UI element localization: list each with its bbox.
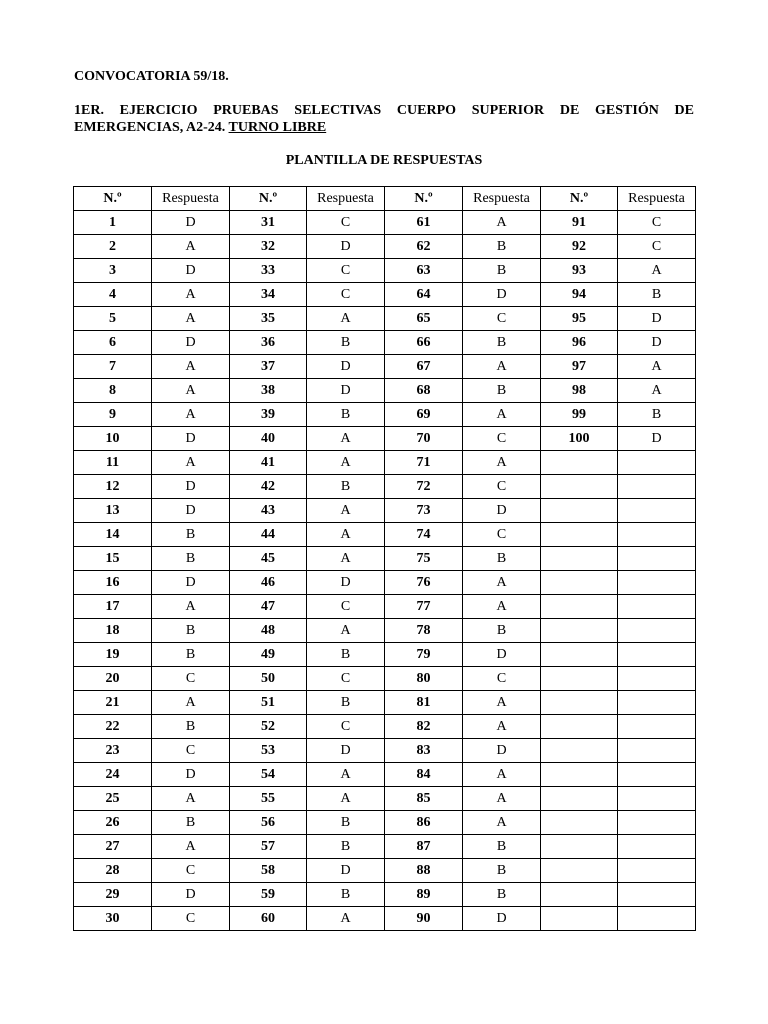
question-answer: D [307, 739, 385, 763]
question-number: 2 [74, 235, 152, 259]
question-answer [618, 835, 696, 859]
table-row [74, 379, 696, 403]
table-row [74, 331, 696, 355]
question-answer: D [152, 763, 230, 787]
question-answer: B [307, 331, 385, 355]
question-answer: C [307, 259, 385, 283]
question-answer [618, 475, 696, 499]
table-row [74, 811, 696, 835]
question-number [541, 715, 618, 739]
question-answer: A [152, 835, 230, 859]
question-answer: A [463, 355, 541, 379]
question-answer: C [307, 211, 385, 235]
question-number: 77 [385, 595, 463, 619]
table-row [74, 883, 696, 907]
table-row [74, 475, 696, 499]
question-number [541, 643, 618, 667]
question-answer: B [463, 331, 541, 355]
question-number: 25 [74, 787, 152, 811]
question-number: 28 [74, 859, 152, 883]
question-number: 64 [385, 283, 463, 307]
question-number: 73 [385, 499, 463, 523]
question-answer: C [463, 667, 541, 691]
question-number: 81 [385, 691, 463, 715]
question-answer: A [152, 403, 230, 427]
question-answer: D [152, 211, 230, 235]
question-number: 10 [74, 427, 152, 451]
question-answer [618, 763, 696, 787]
question-answer [618, 643, 696, 667]
question-answer: C [307, 667, 385, 691]
question-number: 72 [385, 475, 463, 499]
question-number: 5 [74, 307, 152, 331]
question-number: 40 [230, 427, 307, 451]
question-number [541, 547, 618, 571]
question-number: 83 [385, 739, 463, 763]
question-answer: B [307, 643, 385, 667]
question-answer: B [463, 619, 541, 643]
table-row [74, 403, 696, 427]
question-number: 87 [385, 835, 463, 859]
question-number: 60 [230, 907, 307, 931]
question-number: 90 [385, 907, 463, 931]
question-answer: C [152, 907, 230, 931]
question-answer: B [152, 715, 230, 739]
question-number: 99 [541, 403, 618, 427]
number-header: N.º [74, 187, 152, 211]
question-answer [618, 547, 696, 571]
question-answer: D [463, 283, 541, 307]
question-number [541, 451, 618, 475]
question-number: 47 [230, 595, 307, 619]
question-answer: D [152, 883, 230, 907]
table-row [74, 859, 696, 883]
question-number: 55 [230, 787, 307, 811]
answer-header: Respuesta [618, 187, 696, 211]
question-answer: D [307, 355, 385, 379]
question-answer: B [463, 379, 541, 403]
question-answer: B [618, 403, 696, 427]
table-row [74, 739, 696, 763]
question-number: 56 [230, 811, 307, 835]
question-answer [618, 523, 696, 547]
question-answer: A [618, 355, 696, 379]
question-number: 59 [230, 883, 307, 907]
question-number: 32 [230, 235, 307, 259]
question-answer: A [307, 547, 385, 571]
question-number: 45 [230, 547, 307, 571]
question-answer: D [152, 571, 230, 595]
question-number: 67 [385, 355, 463, 379]
question-number: 82 [385, 715, 463, 739]
question-number: 17 [74, 595, 152, 619]
question-number: 4 [74, 283, 152, 307]
question-number: 30 [74, 907, 152, 931]
question-answer: A [463, 403, 541, 427]
question-answer: C [152, 667, 230, 691]
question-number: 91 [541, 211, 618, 235]
question-number: 11 [74, 451, 152, 475]
table-row [74, 499, 696, 523]
question-number: 78 [385, 619, 463, 643]
question-answer: D [463, 739, 541, 763]
answer-template-title: PLANTILLA DE RESPUESTAS [285, 153, 483, 168]
question-number: 41 [230, 451, 307, 475]
question-number: 98 [541, 379, 618, 403]
question-number: 34 [230, 283, 307, 307]
question-number: 8 [74, 379, 152, 403]
question-answer: D [152, 427, 230, 451]
table-row [74, 211, 696, 235]
question-answer: C [307, 715, 385, 739]
question-number: 33 [230, 259, 307, 283]
question-number: 84 [385, 763, 463, 787]
table-row [74, 451, 696, 475]
question-answer: D [463, 499, 541, 523]
question-number: 29 [74, 883, 152, 907]
question-answer: C [618, 211, 696, 235]
question-answer: D [307, 859, 385, 883]
question-number [541, 691, 618, 715]
question-number [541, 835, 618, 859]
question-answer: A [152, 691, 230, 715]
question-number: 6 [74, 331, 152, 355]
question-number: 69 [385, 403, 463, 427]
question-answer: A [307, 619, 385, 643]
question-answer [618, 667, 696, 691]
table-row [74, 835, 696, 859]
question-number: 79 [385, 643, 463, 667]
question-answer: D [463, 643, 541, 667]
question-answer [618, 739, 696, 763]
question-answer [618, 715, 696, 739]
table-row [74, 235, 696, 259]
question-number: 39 [230, 403, 307, 427]
question-answer: B [463, 259, 541, 283]
question-number: 97 [541, 355, 618, 379]
question-answer: A [307, 763, 385, 787]
question-number [541, 763, 618, 787]
table-row [74, 307, 696, 331]
question-answer: A [307, 787, 385, 811]
question-answer [618, 451, 696, 475]
question-number: 54 [230, 763, 307, 787]
table-row [74, 763, 696, 787]
question-answer: A [152, 283, 230, 307]
table-row [74, 907, 696, 931]
question-answer: A [463, 763, 541, 787]
table-row [74, 667, 696, 691]
question-answer [618, 787, 696, 811]
question-number: 85 [385, 787, 463, 811]
question-number: 66 [385, 331, 463, 355]
answer-header: Respuesta [152, 187, 230, 211]
question-number: 20 [74, 667, 152, 691]
question-answer: A [152, 451, 230, 475]
question-number: 19 [74, 643, 152, 667]
question-answer: A [152, 595, 230, 619]
turno-label: TURNO LIBRE [228, 120, 327, 135]
question-answer: D [618, 427, 696, 451]
table-row [74, 619, 696, 643]
question-answer: B [618, 283, 696, 307]
question-number: 71 [385, 451, 463, 475]
question-answer: D [152, 499, 230, 523]
table-row [74, 595, 696, 619]
question-number [541, 667, 618, 691]
question-answer: C [152, 739, 230, 763]
question-answer: C [463, 427, 541, 451]
question-number: 44 [230, 523, 307, 547]
table-row [74, 523, 696, 547]
question-answer: B [463, 235, 541, 259]
question-answer: A [307, 499, 385, 523]
question-number: 96 [541, 331, 618, 355]
table-row [74, 259, 696, 283]
question-number: 48 [230, 619, 307, 643]
question-number: 36 [230, 331, 307, 355]
question-number: 14 [74, 523, 152, 547]
question-answer: A [463, 715, 541, 739]
question-answer: A [618, 259, 696, 283]
question-answer: B [152, 523, 230, 547]
question-number: 80 [385, 667, 463, 691]
question-answer: A [152, 307, 230, 331]
question-number: 12 [74, 475, 152, 499]
question-answer [618, 907, 696, 931]
question-answer: B [307, 811, 385, 835]
question-number: 53 [230, 739, 307, 763]
question-answer: D [307, 379, 385, 403]
question-number: 62 [385, 235, 463, 259]
question-answer: B [463, 835, 541, 859]
question-number: 88 [385, 859, 463, 883]
question-answer: D [463, 907, 541, 931]
question-answer: B [463, 883, 541, 907]
answer-header: Respuesta [307, 187, 385, 211]
question-answer: B [307, 403, 385, 427]
question-answer: D [152, 259, 230, 283]
question-answer: B [463, 859, 541, 883]
question-number: 37 [230, 355, 307, 379]
question-number: 24 [74, 763, 152, 787]
question-number: 95 [541, 307, 618, 331]
question-answer: A [463, 787, 541, 811]
question-answer: A [463, 571, 541, 595]
question-answer: B [152, 619, 230, 643]
question-number: 76 [385, 571, 463, 595]
question-answer: D [152, 331, 230, 355]
question-answer: A [307, 307, 385, 331]
number-header: N.º [541, 187, 618, 211]
exercise-text: 1ER. EJERCICIO PRUEBAS SELECTIVAS CUERPO SUPERIOR DE GESTIÓN DE EMERGENCIAS, A2-24. [74, 103, 694, 135]
table-row [74, 691, 696, 715]
question-answer: C [463, 307, 541, 331]
question-number: 31 [230, 211, 307, 235]
question-number [541, 811, 618, 835]
question-number: 100 [541, 427, 618, 451]
question-answer: D [618, 307, 696, 331]
question-number: 1 [74, 211, 152, 235]
question-answer: A [152, 355, 230, 379]
question-answer: C [463, 475, 541, 499]
question-number: 15 [74, 547, 152, 571]
question-answer [618, 571, 696, 595]
answers-body [74, 211, 696, 931]
question-answer [618, 883, 696, 907]
question-answer: A [463, 595, 541, 619]
question-number: 65 [385, 307, 463, 331]
question-answer: A [307, 523, 385, 547]
question-number: 52 [230, 715, 307, 739]
question-number: 23 [74, 739, 152, 763]
question-answer: D [307, 235, 385, 259]
question-answer: B [463, 547, 541, 571]
question-number: 22 [74, 715, 152, 739]
table-row [74, 427, 696, 451]
question-number: 49 [230, 643, 307, 667]
question-number: 61 [385, 211, 463, 235]
question-number [541, 883, 618, 907]
question-answer: A [152, 787, 230, 811]
question-number: 16 [74, 571, 152, 595]
answer-header: Respuesta [463, 187, 541, 211]
question-number [541, 859, 618, 883]
question-number [541, 499, 618, 523]
question-answer: A [152, 235, 230, 259]
question-number [541, 523, 618, 547]
question-answer: C [307, 283, 385, 307]
question-answer: D [307, 571, 385, 595]
question-answer: A [618, 379, 696, 403]
question-answer [618, 811, 696, 835]
question-number: 92 [541, 235, 618, 259]
question-number: 27 [74, 835, 152, 859]
question-answer [618, 499, 696, 523]
convocatoria-title: CONVOCATORIA 59/18. [74, 69, 229, 84]
question-number: 58 [230, 859, 307, 883]
question-answer: A [152, 379, 230, 403]
number-header: N.º [230, 187, 307, 211]
question-number: 18 [74, 619, 152, 643]
question-answer: B [307, 691, 385, 715]
question-number: 38 [230, 379, 307, 403]
question-number: 51 [230, 691, 307, 715]
question-answer: B [307, 883, 385, 907]
question-number: 26 [74, 811, 152, 835]
question-number [541, 571, 618, 595]
table-row [74, 787, 696, 811]
question-number: 93 [541, 259, 618, 283]
question-answer: C [307, 595, 385, 619]
question-answer [618, 859, 696, 883]
question-number: 75 [385, 547, 463, 571]
table-row [74, 715, 696, 739]
question-number: 3 [74, 259, 152, 283]
question-answer: B [307, 475, 385, 499]
question-answer: B [152, 643, 230, 667]
question-answer: D [618, 331, 696, 355]
question-answer: A [307, 427, 385, 451]
question-answer: D [152, 475, 230, 499]
question-number: 9 [74, 403, 152, 427]
question-answer [618, 691, 696, 715]
question-answer: A [463, 811, 541, 835]
question-number: 13 [74, 499, 152, 523]
exercise-description [74, 102, 694, 136]
question-number [541, 619, 618, 643]
question-number: 43 [230, 499, 307, 523]
question-number: 86 [385, 811, 463, 835]
question-answer: A [463, 211, 541, 235]
question-number [541, 907, 618, 931]
question-number: 46 [230, 571, 307, 595]
question-number: 35 [230, 307, 307, 331]
question-number: 42 [230, 475, 307, 499]
question-answer: C [152, 859, 230, 883]
question-answer: A [307, 907, 385, 931]
question-answer: B [152, 811, 230, 835]
question-number: 70 [385, 427, 463, 451]
question-answer [618, 595, 696, 619]
question-number: 63 [385, 259, 463, 283]
question-number [541, 739, 618, 763]
question-number: 57 [230, 835, 307, 859]
question-number [541, 787, 618, 811]
table-row [74, 283, 696, 307]
number-header: N.º [385, 187, 463, 211]
question-answer [618, 619, 696, 643]
question-answer: A [463, 451, 541, 475]
question-number [541, 475, 618, 499]
table-header-row [74, 187, 696, 211]
table-row [74, 643, 696, 667]
question-number: 68 [385, 379, 463, 403]
question-number: 50 [230, 667, 307, 691]
question-number [541, 595, 618, 619]
question-number: 7 [74, 355, 152, 379]
question-answer: C [618, 235, 696, 259]
question-number: 21 [74, 691, 152, 715]
table-row [74, 571, 696, 595]
question-answer: B [307, 835, 385, 859]
answers-table [73, 186, 696, 931]
table-row [74, 355, 696, 379]
table-row [74, 547, 696, 571]
question-number: 89 [385, 883, 463, 907]
question-answer: A [307, 451, 385, 475]
question-answer: A [463, 691, 541, 715]
question-answer: C [463, 523, 541, 547]
question-answer: B [152, 547, 230, 571]
question-number: 94 [541, 283, 618, 307]
question-number: 74 [385, 523, 463, 547]
